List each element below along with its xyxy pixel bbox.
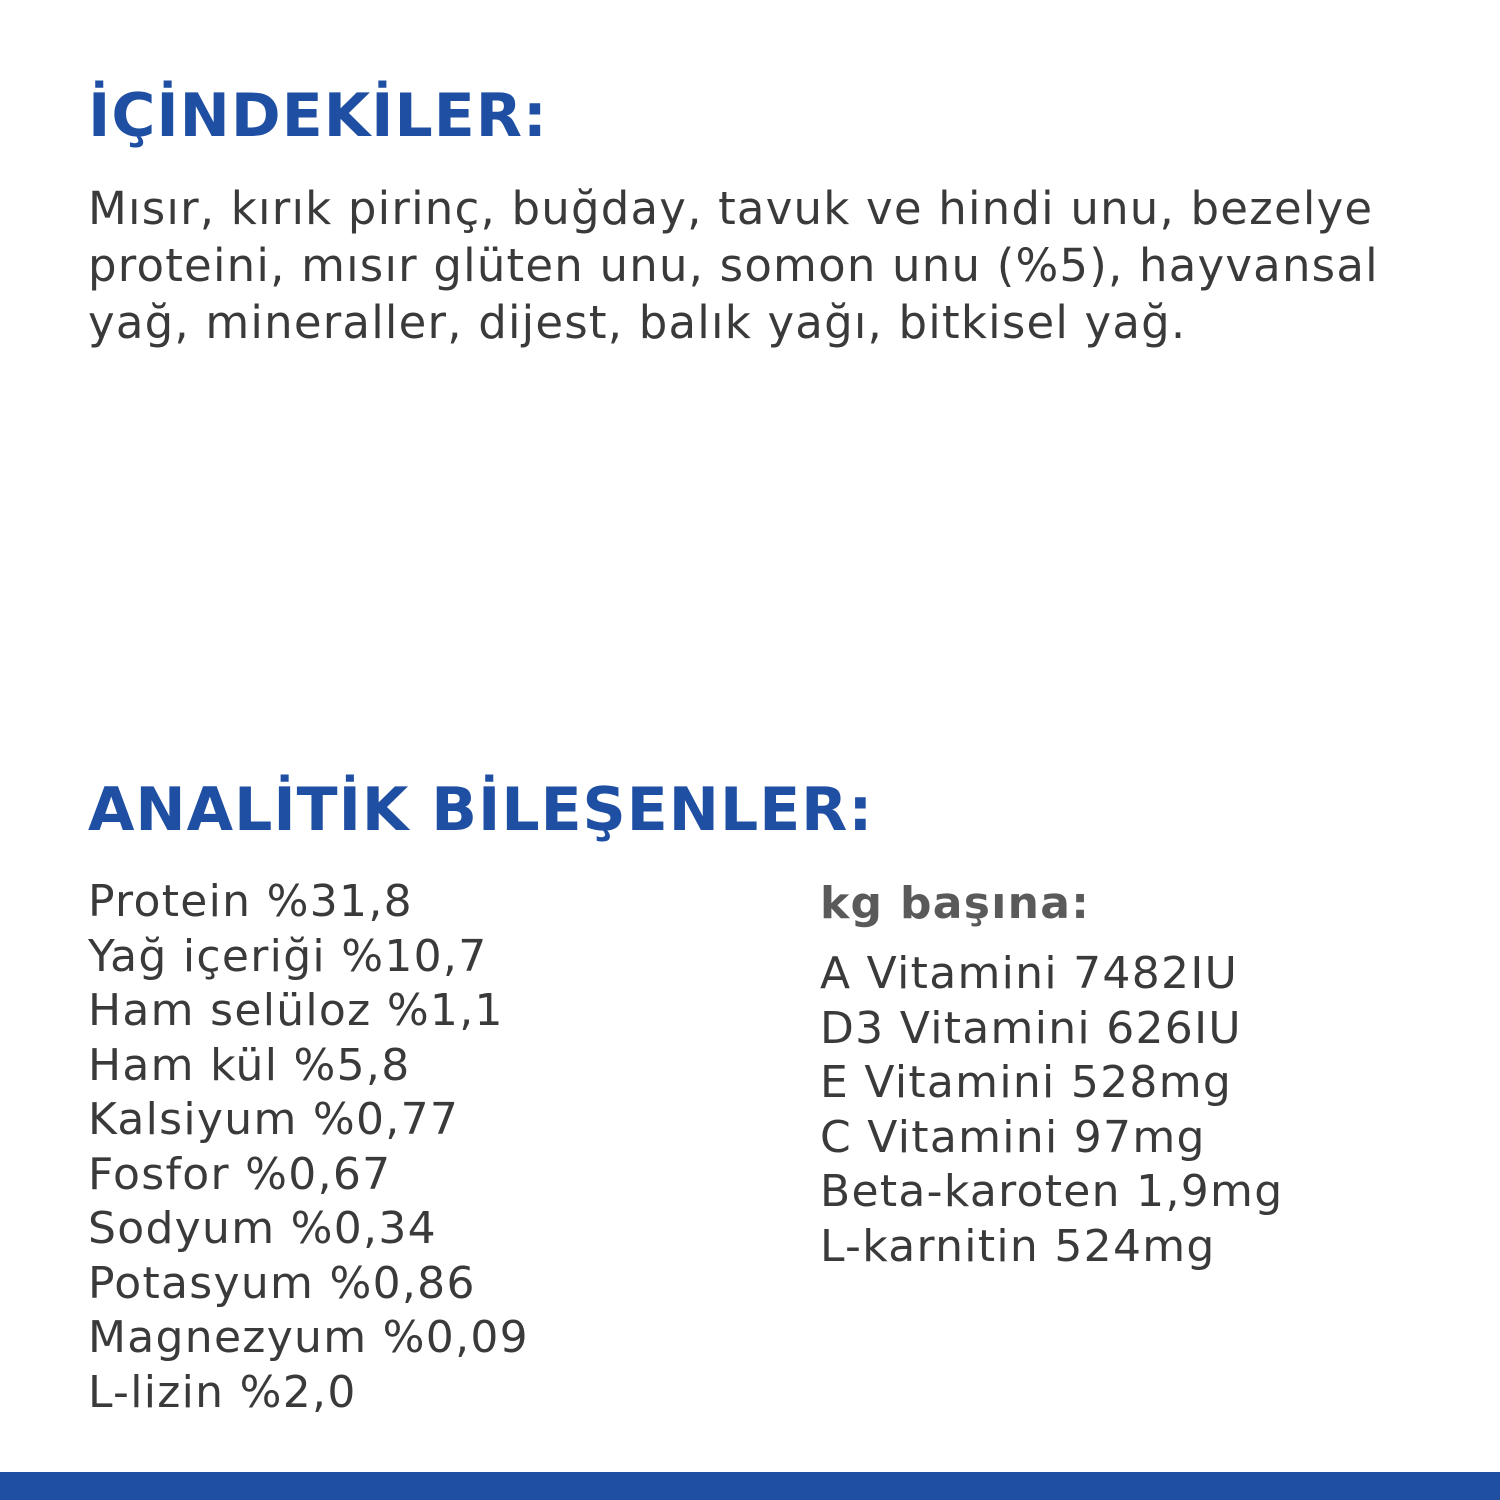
analytic-components-heading: ANALİTİK BİLEŞENLER: [88, 775, 874, 845]
bottom-accent-bar [0, 1472, 1500, 1500]
analytic-item-sodium: Sodyum %0,34 [88, 1203, 437, 1254]
ingredients-text: Mısır, kırık pirinç, buğday, tavuk ve hindi unu, bezelye proteini, mısır glüten unu, somon unu (%5), hayvansal yağ, mineraller, dijest, balık yağı, bitkisel yağ. [88, 182, 1379, 349]
analytic-item-phosphorus: Fosfor %0,67 [88, 1148, 392, 1200]
ingredients-heading: İÇİNDEKİLER: [88, 81, 548, 151]
per-kg-item-vitamin-e: E Vitamini 528mg [820, 1057, 1233, 1108]
per-kg-heading: kg başına: [820, 878, 1091, 929]
analytic-item-protein: Protein %31,8 [88, 876, 413, 927]
per-kg-item-vitamin-c: C Vitamini 97mg [820, 1111, 1206, 1163]
per-kg-item-beta-carotene: Beta-karoten 1,9mg [820, 1166, 1284, 1217]
per-kg-item-vitamin-d3: D3 Vitamini 626IU [820, 1002, 1242, 1054]
analytic-item-lysine: L-lizin %2,0 [88, 1366, 357, 1418]
analytic-components-list [88, 875, 529, 1420]
analytic-item-calcium: Kalsiyum %0,77 [88, 1094, 460, 1145]
analytic-item-fat: Yağ içeriği %10,7 [88, 930, 488, 982]
per-kg-item-l-carnitine: L-karnitin 524mg [820, 1220, 1216, 1272]
analytic-item-crude-fiber: Ham selüloz %1,1 [88, 985, 504, 1036]
analytic-item-magnesium: Magnezyum %0,09 [88, 1312, 529, 1363]
analytic-item-potassium: Potasyum %0,86 [88, 1257, 476, 1309]
analytic-item-crude-ash: Ham kül %5,8 [88, 1039, 411, 1091]
per-kg-item-vitamin-a: A Vitamini 7482IU [820, 948, 1239, 999]
per-kg-list [820, 947, 1283, 1274]
